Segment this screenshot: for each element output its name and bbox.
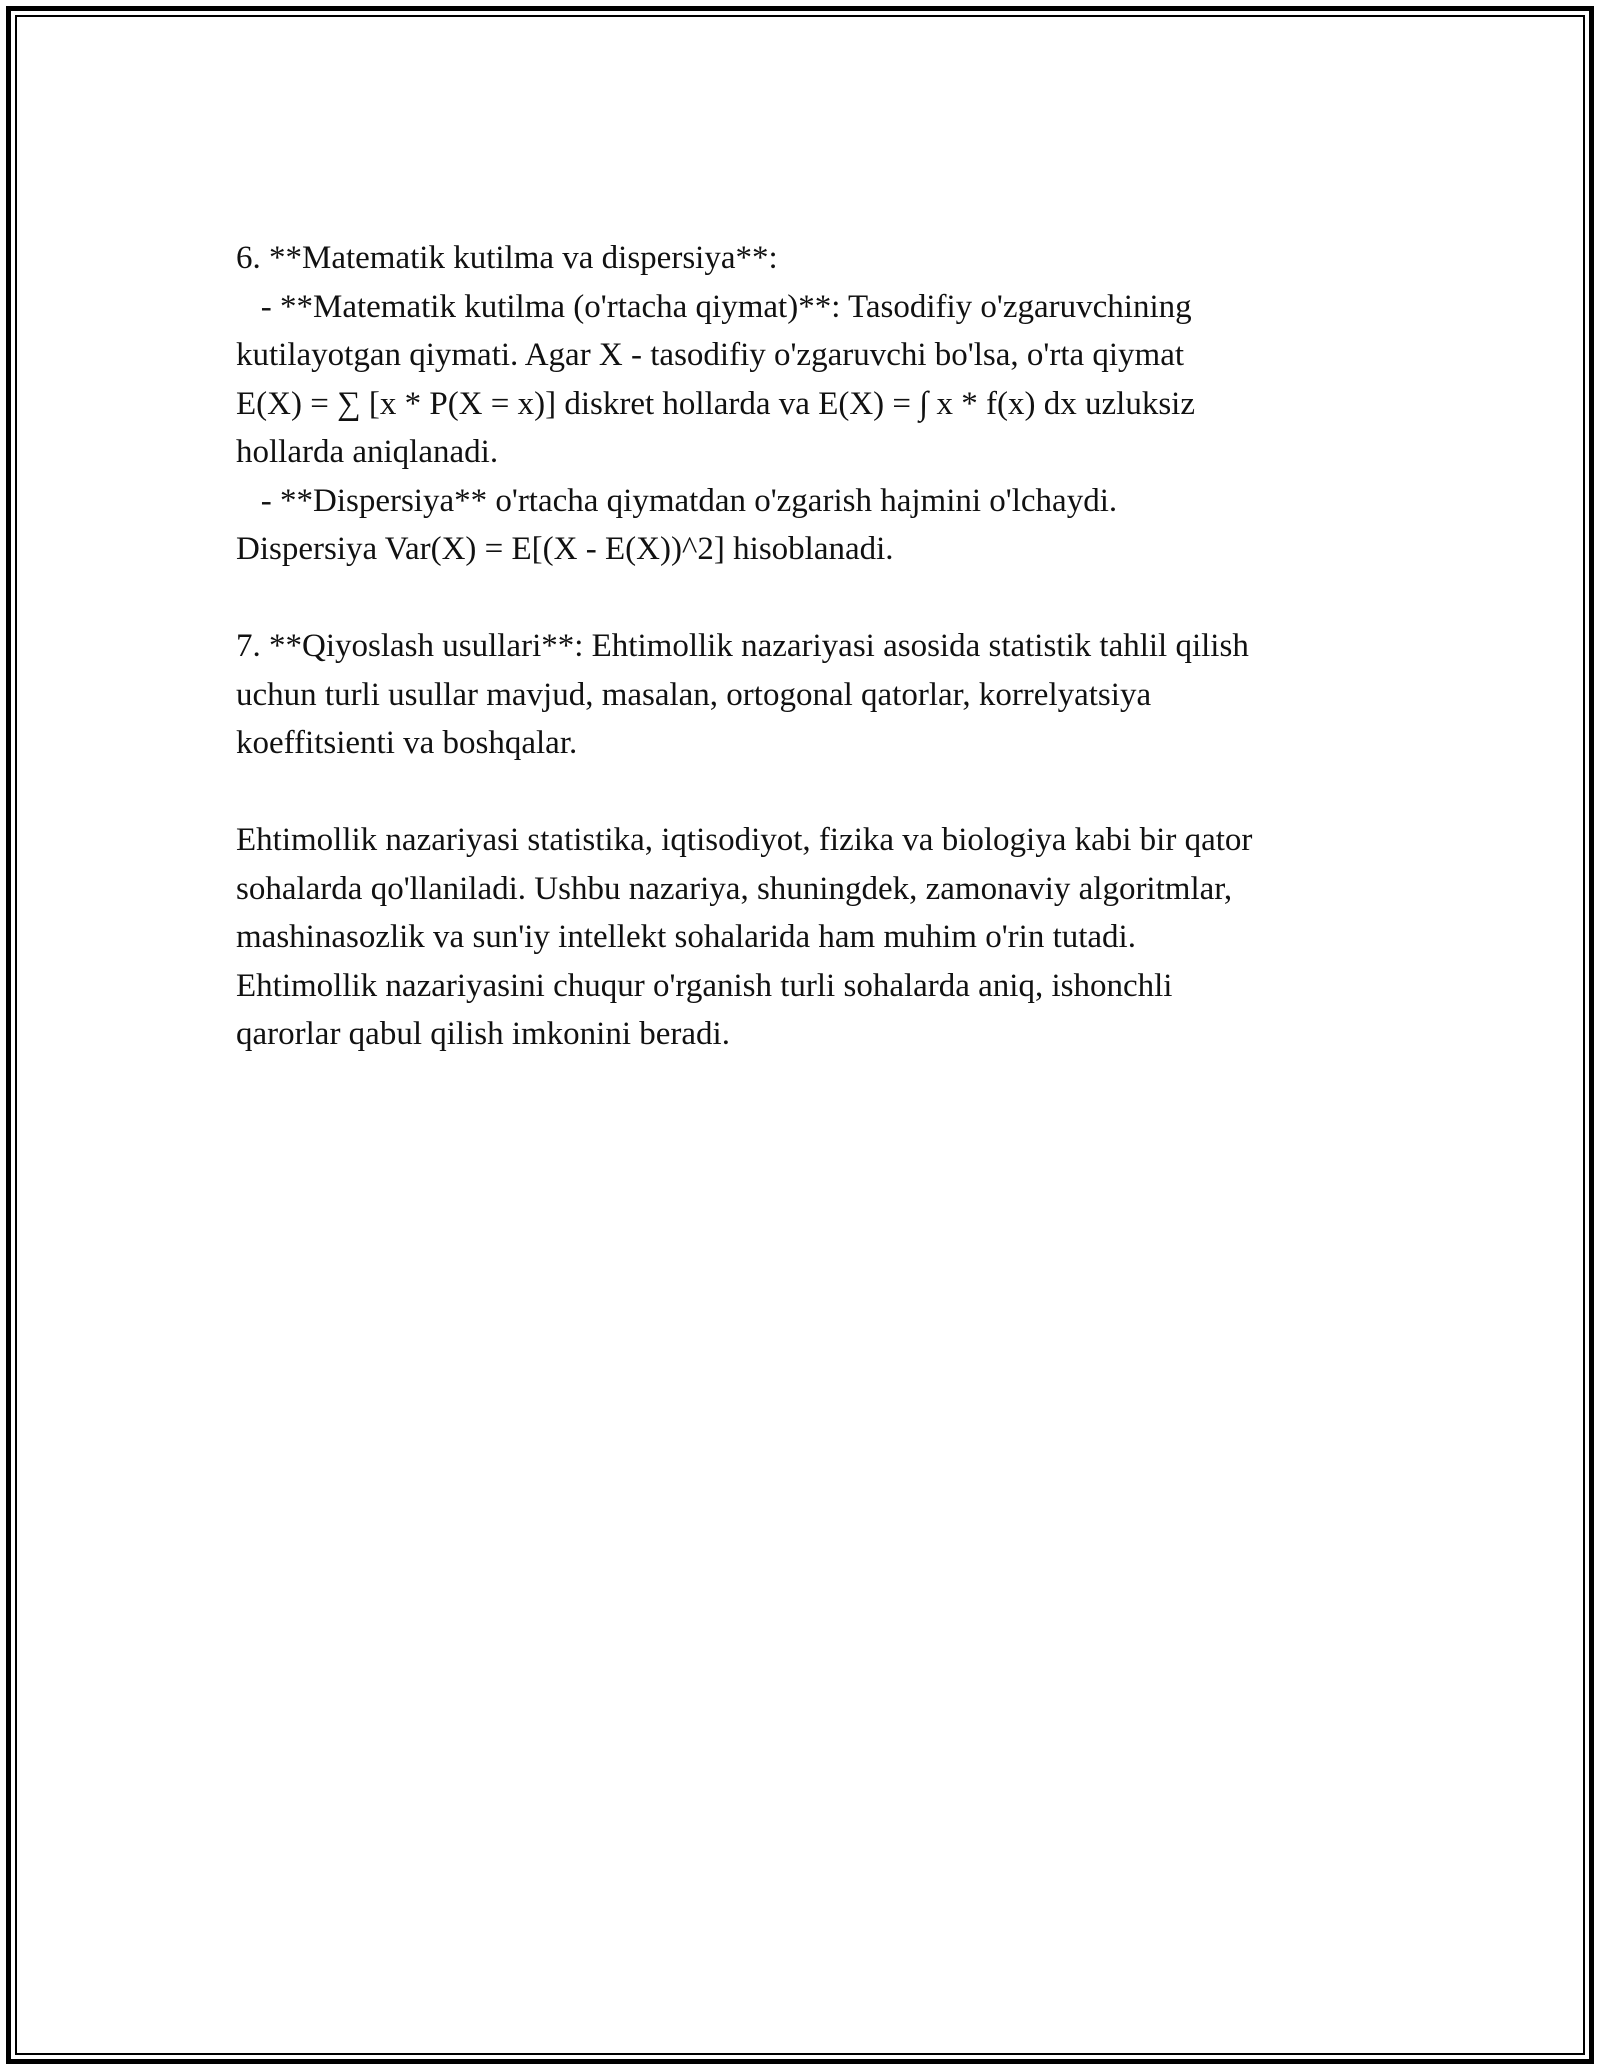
text-line: mashinasozlik va sun'iy intellekt sohalarida ham muhim o'rin tutadi. [236,919,1136,955]
text-line: Dispersiya Var(X) = E[(X - E(X))^2] hisoblanadi. [236,531,894,567]
section-6-matematik-kutilma [236,234,1386,574]
text-line: uchun turli usullar mavjud, masalan, ortogonal qatorlar, korrelyatsiya [236,676,1152,713]
text-line: kutilayotgan qiymati. Agar X - tasodifiy o'zgaruvchi bo'lsa, o'rta qiymat [236,337,1185,373]
text-line: - **Dispersiya** o'rtacha qiymatdan o'zgarish hajmini o'lchaydi. [236,482,1118,519]
text-line: qarorlar qabul qilish imkonini beradi. [236,1016,730,1052]
text-line: koeffitsienti va boshqalar. [236,725,578,761]
section-7-qiyoslash-usullari [236,622,1386,768]
text-line: sohalarda qo'llaniladi. Ushbu nazariya, shuningdek, zamonaviy algoritmlar, [236,870,1233,907]
paragraph-spacer [236,574,1386,623]
paragraph-spacer [236,768,1386,817]
page-content [236,234,1386,1059]
text-line: E(X) = ∑ [x * P(X = x)] diskret hollarda va E(X) = ∫ x * f(x) dx uzluksiz [236,385,1195,422]
conclusion-paragraph [236,816,1386,1059]
text-line: hollarda aniqlanadi. [236,434,499,470]
section-6-heading: 6. **Matematik kutilma va dispersiya**: [236,240,778,276]
text-line: Ehtimollik nazariyasi statistika, iqtisodiyot, fizika va biologiya kabi bir qator [236,822,1253,858]
section-7-heading: 7. **Qiyoslash usullari**: Ehtimollik nazariyasi asosida statistik tahlil qilish [236,628,1249,664]
text-line: - **Matematik kutilma (o'rtacha qiymat)**: Tasodifiy o'zgaruvchining [236,288,1192,325]
text-line: Ehtimollik nazariyasini chuqur o'rganish turli sohalarda aniq, ishonchli [236,967,1173,1004]
